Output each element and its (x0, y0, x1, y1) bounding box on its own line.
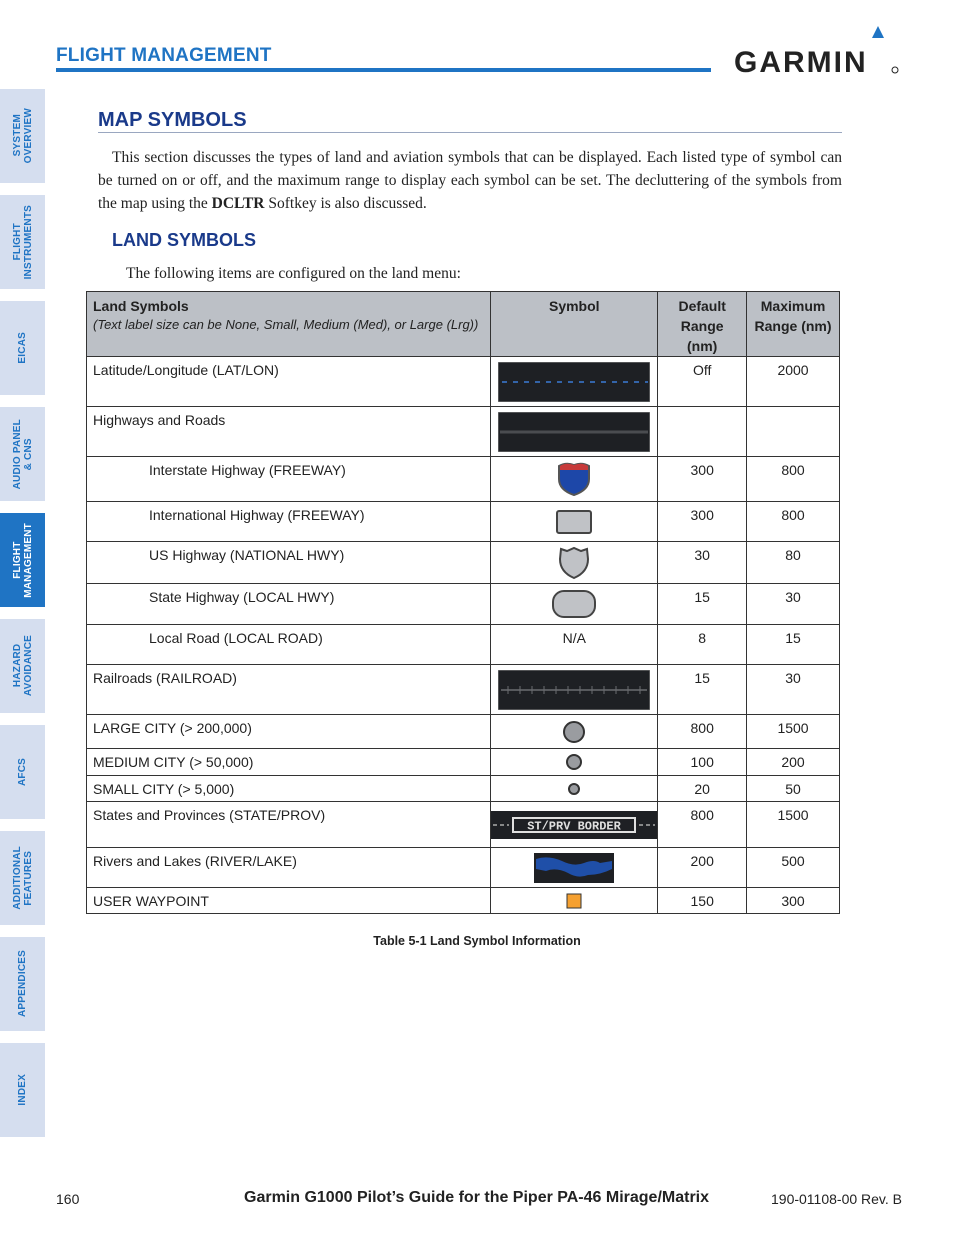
table-row: State Highway (LOCAL HWY) 15 30 (87, 584, 840, 625)
tab-eicas[interactable]: EICAS (0, 301, 45, 395)
table-row: Highways and Roads (87, 407, 840, 457)
state-border-icon (491, 811, 657, 839)
svg-text:ST/PRV BORDER: ST/PRV BORDER (527, 819, 622, 833)
interstate-shield-icon (556, 461, 592, 497)
small-city-icon (566, 781, 582, 797)
footer-title: Garmin G1000 Pilot’s Guide for the Piper PA-46 Mirage/Matrix (244, 1189, 710, 1206)
medium-city-icon (564, 752, 584, 772)
table-row: SMALL CITY (> 5,000) 20 50 (87, 776, 840, 802)
table-row: MEDIUM CITY (> 50,000) 100 200 (87, 749, 840, 776)
header-title: FLIGHT MANAGEMENT (56, 45, 272, 66)
header-default-range: Default Range (nm) (658, 292, 747, 357)
latlon-line-icon (498, 362, 650, 402)
document-number: 190-01108-00 Rev. B (771, 1191, 903, 1207)
tab-audio-panel-cns[interactable]: AUDIO PANEL & CNS (0, 407, 45, 501)
table-row: Local Road (LOCAL ROAD) N/A 8 15 (87, 625, 840, 665)
section-title: MAP SYMBOLS (98, 109, 247, 131)
table-header-row (87, 292, 840, 357)
chapter-sidebar (0, 0, 45, 1235)
tab-afcs[interactable]: AFCS (0, 725, 45, 819)
table-row: US Highway (NATIONAL HWY) 30 80 (87, 542, 840, 584)
table-row: Interstate Highway (FREEWAY) 300 800 (87, 457, 840, 502)
subsection-title: LAND SYMBOLS (112, 230, 256, 250)
tab-flight-instruments[interactable]: FLIGHT INSTRUMENTS (0, 195, 45, 289)
international-highway-icon (554, 508, 594, 536)
tab-system-overview[interactable]: SYSTEM OVERVIEW (0, 89, 45, 183)
tab-flight-management[interactable]: FLIGHT MANAGEMENT (0, 513, 45, 607)
intro-paragraph: This section discusses the types of land and aviation symbols that can be displayed. Each listed type of symbol can be turned on or off, and the maximum range to display each symbol can be set. The decluttering of the symbols from the map using the DCLTR Softkey is also discussed. (98, 149, 842, 212)
subsection-text: The following items are configured on the land menu: (126, 265, 461, 282)
road-line-icon (498, 412, 650, 452)
table-row: Railroads (RAILROAD) 15 30 (87, 665, 840, 715)
large-city-icon (561, 719, 587, 745)
us-highway-shield-icon (556, 545, 592, 581)
tab-hazard-avoidance[interactable]: HAZARD AVOIDANCE (0, 619, 45, 713)
table-row: USER WAYPOINT 150 300 (87, 888, 840, 914)
svg-text:GARMIN: GARMIN (734, 46, 868, 76)
header-symbol: Symbol (491, 292, 658, 357)
railroad-line-icon (498, 670, 650, 710)
table-row: LARGE CITY (> 200,000) 800 1500 (87, 715, 840, 749)
river-lake-icon (534, 853, 614, 883)
table-row: International Highway (FREEWAY) 300 800 (87, 502, 840, 542)
section-divider (98, 132, 842, 133)
page-number: 160 (56, 1191, 80, 1207)
table-row: Rivers and Lakes (RIVER/LAKE) 200 500 (87, 848, 840, 888)
tab-index[interactable]: INDEX (0, 1043, 45, 1137)
table-row: States and Provinces (STATE/PROV) ST/PRV BORDER 800 1500 (87, 802, 840, 848)
tab-additional-features[interactable]: ADDITIONAL FEATURES (0, 831, 45, 925)
tab-appendices[interactable]: APPENDICES (0, 937, 45, 1031)
header-maximum-range: Maximum Range (nm) (747, 292, 840, 357)
user-waypoint-icon (565, 892, 583, 910)
state-highway-icon (550, 588, 598, 620)
header-rule (56, 68, 711, 72)
land-symbols-table (86, 291, 840, 914)
header-land-symbols: Land Symbols (Text label size can be None, Small, Medium (Med), or Large (Lrg)) (87, 292, 491, 357)
table-caption: Table 5-1 Land Symbol Information (373, 934, 581, 948)
table-row: Latitude/Longitude (LAT/LON) Off 2000 (87, 357, 840, 407)
garmin-logo (732, 24, 900, 76)
dcltr-softkey-label: DCLTR (211, 195, 265, 212)
